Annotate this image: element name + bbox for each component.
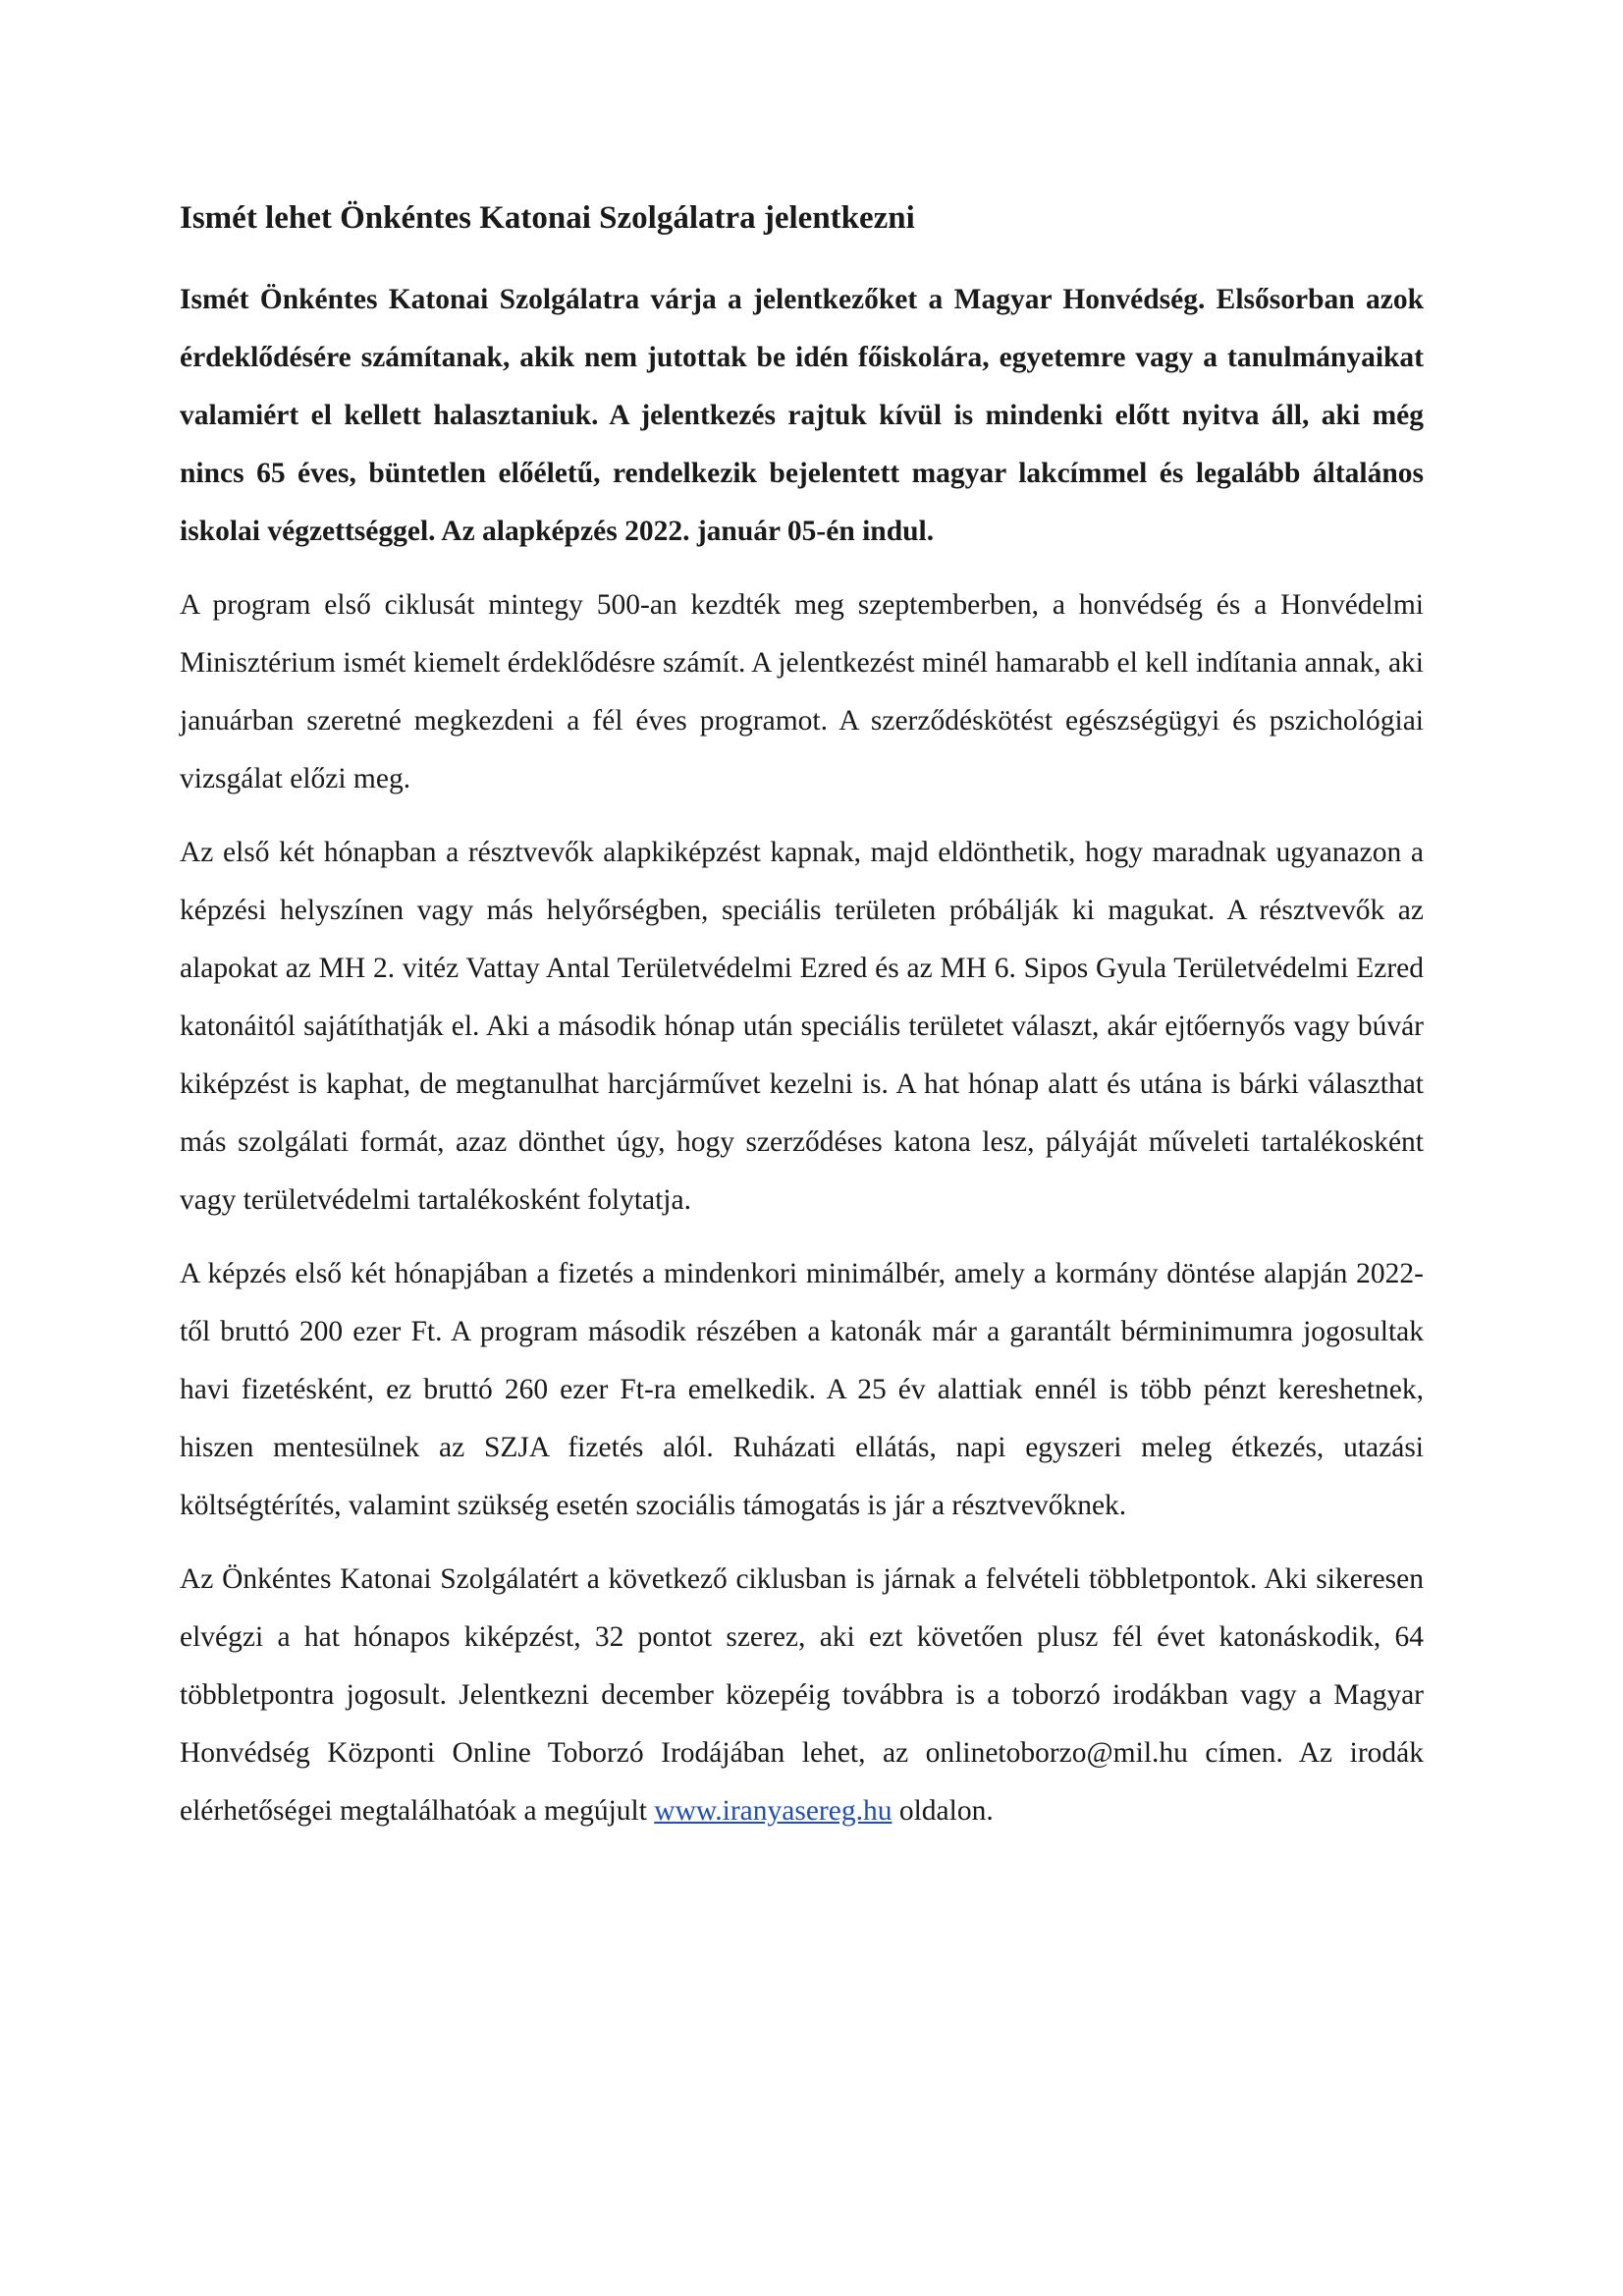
website-link[interactable]: www.iranyasereg.hu — [654, 1795, 893, 1827]
closing-paragraph — [180, 1551, 1424, 1840]
document-title: Ismét lehet Önkéntes Katonai Szolgálatra jelentkezni — [180, 200, 915, 236]
body-paragraph: Az első két hónapban a résztvevők alapkiképzést kapnak, majd eldönthetik, hogy maradnak ugyanazon a képzési helyszínen vagy más helyőrségben, speciális területen próbálják ki magukat. A résztvevők az alapokat az MH 2. vitéz Vattay Antal Területvédelmi Ezred és az MH 6. Sipos Gyula Területvédelmi Ezred katonáitól sajátíthatják el. Aki a második hónap után speciális területet választ, akár ejtőernyős vagy búvár kiképzést is kaphat, de megtanulhat harcjárművet kezelni is. A hat hónap alatt és utána is bárki választhat más szolgálati formát, azaz dönthet úgy, hogy szerződéses katona lesz, pályáját műveleti tartalékosként vagy területvédelmi tartalékosként folytatja. — [180, 837, 1424, 1216]
body-paragraph: A program első ciklusát mintegy 500-an kezdték meg szeptemberben, a honvédség és a Honvédelmi Minisztérium ismét kiemelt érdeklődésre számít. A jelentkezést minél hamarabb el kell indítania annak, aki januárban szeretné megkezdeni a fél éves programot. A szerződéskötést egészségügyi és pszichológiai vizsgálat előzi meg. — [180, 589, 1424, 794]
closing-paragraph-tail: oldalon. — [898, 1795, 994, 1827]
document-content — [180, 194, 1424, 1856]
body-paragraph: A képzés első két hónapjában a fizetés a mindenkori minimálbér, amely a kormány döntése alapján 2022-től bruttó 200 ezer Ft. A program második részében a katonák már a garantált bérminimumra jogosultak havi fizetésként, ez bruttó 260 ezer Ft-ra emelkedik. A 25 év alattiak ennél is több pénzt kereshetnek, hiszen mentesülnek az SZJA fizetés alól. Ruházati ellátás, napi egyszeri meleg étkezés, utazási költségtérítés, valamint szükség esetén szociális támogatás is jár a résztvevőknek. — [180, 1258, 1424, 1521]
lead-paragraph: Ismét Önkéntes Katonai Szolgálatra várja a jelentkezőket a Magyar Honvédség. Elsősorban azok érdeklődésére számítanak, akik nem jutottak be idén főiskolára, egyetemre vagy a tanulmányaikat valamiért el kellett halasztaniuk. A jelentkezés rajtuk kívül is mindenki előtt nyitva áll, aki még nincs 65 éves, büntetlen előéletű, rendelkezik bejelentett magyar lakcímmel és legalább általános iskolai végzettséggel. Az alapképzés 2022. január 05-én indul. — [180, 284, 1424, 547]
closing-paragraph-text: Az Önkéntes Katonai Szolgálatért a következő ciklusban is járnak a felvételi többletpontok. Aki sikeresen elvégzi a hat hónapos kiképzést, 32 pontot szerez, aki ezt követően plusz fél évet katonáskodik, 64 többletpontra jogosult. Jelentkezni december közepéig továbbra is a toborzó irodákban vagy a Magyar Honvédség Központi Online Toborzó Irodájában lehet, az onlinetoborzo@mil.hu címen. Az irodák elérhetőségei megtalálhatóak a megújult — [180, 1563, 1424, 1827]
